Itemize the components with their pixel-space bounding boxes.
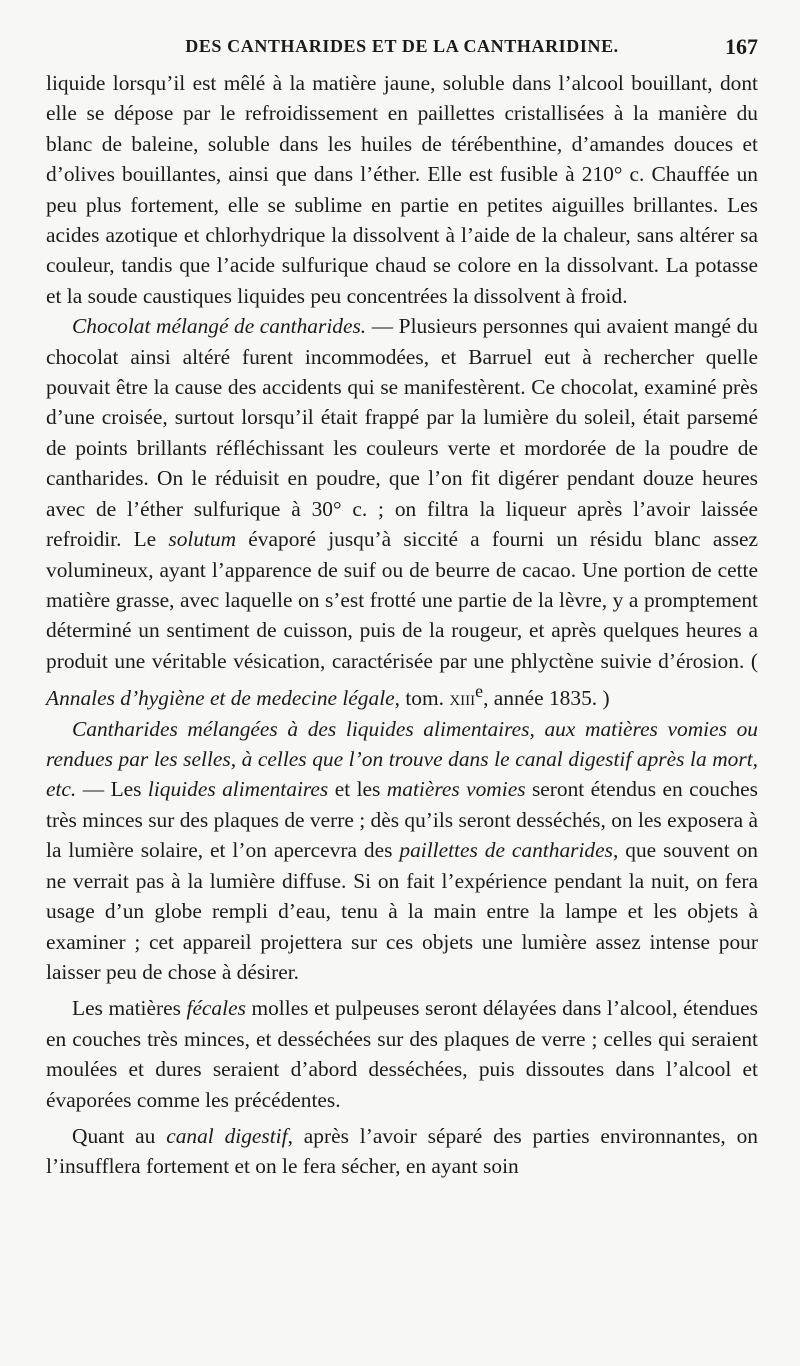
paragraph-matieres-fecales (46, 993, 758, 1115)
italic-term: solutum (168, 527, 237, 552)
paragraph-text: — Les (76, 777, 148, 802)
paragraph-text: , année 1835. ) (483, 686, 610, 711)
paragraph-text: , que souvent on ne verrait pas à la lumière diffuse. Si on fait l’expérience pendant la nuit, on fera usage d’un globe rempli d’eau, tenu à la main entre la lampe et les objets à examiner ; cet appareil projettera sur ces objets une lumière assez intense pour laisser peu de chose à désirer. (46, 838, 758, 984)
paragraph-cantharidine-properties (46, 68, 758, 311)
paragraph-liquides-alimentaires (46, 714, 758, 988)
italic-term: fécales (186, 996, 246, 1021)
paragraph-chocolat (46, 311, 758, 713)
paragraph-text: liquide lorsqu’il est mêlé à la matière jaune, soluble dans l’alcool bouillant, dont elle se dépose par le refroidissement en paillettes cristallisées à la manière du blanc de baleine, soluble dans les huiles de térébenthine, d’amandes douces et d’olives bouillantes, ainsi que dans l’éther. Elle est fusible à 210° c. Chauffée un peu plus fortement, elle se sublime en partie en petites aiguilles brillantes. Les acides azotique et chlorhydrique la dissolvent à l’aide de la chaleur, sans altérer sa couleur, tandis que l’acide sulfurique chaud se colore en la dissolvant. La potasse et la soude caustiques liquides peu concentrées la dissolvent à froid. (46, 71, 758, 308)
italic-term: matières vomies (386, 777, 526, 802)
paragraph-text: Quant au (72, 1123, 167, 1148)
paragraph-canal-digestif (46, 1121, 758, 1182)
page-number: 167 (725, 34, 758, 59)
tome-superscript: e (475, 681, 484, 702)
paragraph-text: et les (328, 777, 387, 802)
section-heading-liquides: Cantharides mélangées à des liquides alimentaires, aux matières vomies ou rendues par les selles, à celles que l’on trouve dans le canal digestif après la mort, etc. (46, 716, 758, 802)
italic-term: canal digestif (166, 1123, 288, 1148)
paragraph-text: seront étendus en couches très minces sur des plaques de verre ; dès qu’ils seront desséchés, on les exposera à la lumière solaire, et l’on apercevra des (46, 777, 759, 863)
paragraph-text: , tom. (394, 686, 450, 711)
page-header (46, 34, 758, 62)
paragraph-text: — Plusieurs personnes qui avaient mangé du chocolat ainsi altéré furent incommodées, et Barruel eut à rechercher quelle pouvait être la cause des accidents qui se manifestèrent. Ce chocolat, examiné près d’une croisée, surtout lorsqu’il était frappé par la lumière du soleil, était parsemé de points brillants réfléchissant les couleurs verte et mordorée de la poudre de cantharides. On le réduisit en poudre, que l’on fit digérer pendant douze heures avec de l’éther sulfurique à 30° c. ; on filtra la liqueur après l’avoir laissée refroidir. Le (46, 314, 758, 552)
italic-term: liquides alimentaires (147, 777, 329, 802)
paragraph-text: molles et pulpeuses seront délayées dans l’alcool, étendues en couches très minces, et desséchées sur des plaques de verre ; celles qui seraient moulées et dures seraient d’abord desséchées, puis dissoutes dans l’alcool et évaporées comme les précédentes. (46, 996, 758, 1112)
paragraph-text: Les matières (72, 996, 187, 1021)
tome-number: xiii (449, 686, 476, 711)
citation-title: Annales d’hygiène et de medecine légale (46, 686, 395, 711)
running-title: DES CANTHARIDES ET DE LA CANTHARIDINE. (185, 36, 619, 56)
page-body (46, 68, 758, 1182)
paragraph-text: , après l’avoir séparé des parties environnantes, on l’insufflera fortement et on le fera sécher, en ayant soin (46, 1123, 758, 1179)
paragraph-text: évaporé jusqu’à siccité a fourni un résidu blanc assez volumineux, ayant l’apparence de suif ou de beurre de cacao. Une portion de cette matière grasse, avec laquelle on s’est frotté une partie de la lèvre, y a promptement déterminé un sentiment de cuisson, puis de la rougeur, et après quelques heures a produit une véritable vésication, caractérisée par une phlyctène suivie d’érosion. ( (46, 527, 758, 673)
italic-term: paillettes de cantharides (399, 838, 613, 863)
section-heading-chocolat: Chocolat mélangé de cantharides. (72, 314, 367, 339)
